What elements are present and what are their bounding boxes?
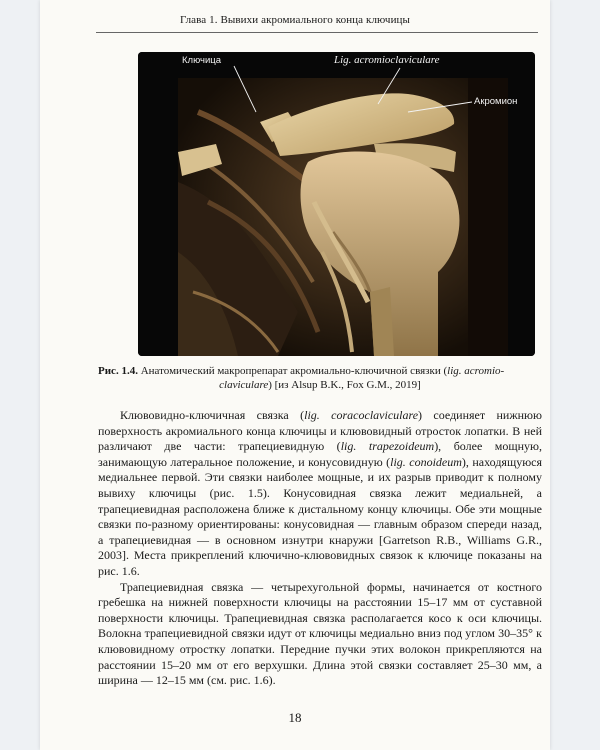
caption-text-a: Анатомический макропрепарат акромиально-ключичной связки ( xyxy=(137,365,448,377)
book-page xyxy=(40,0,550,750)
caption-number: Рис. 1.4. xyxy=(98,365,138,377)
p1-latin: lig. conoideum xyxy=(390,454,462,469)
acromion-label: Акромион xyxy=(474,96,518,107)
caption-text-b: ) [из Alsup B.K., Fox G.M., 2019] xyxy=(268,379,421,391)
anatomy-photo xyxy=(138,52,535,356)
p1-seg: ) соединяет нижнюю поверхность акромиального конца ключицы и клювовидный отросток лопатки. В ней различают две части: трапециевидную ( xyxy=(98,408,542,454)
paragraph-1 xyxy=(98,408,542,580)
running-head: Глава 1. Вывихи акромиального конца ключицы xyxy=(179,14,411,26)
ligament-label: Lig. acromioclaviculare xyxy=(334,54,440,66)
figure-caption xyxy=(98,364,542,392)
body-text xyxy=(98,408,542,689)
p1-seg: ), находящуюся медиальнее первой. Эти связки наиболее мощные, и их разрыв приводит к полному вывиху ключицы (рис. 1.5). Конусовидная связка лежит медиальней, а трапециевидная расположена ближе к дистальному концу ключицы. Обе эти мощные связки по-разному ориентированы: конусовидная — главным образом спереди назад, а трапециевидная — в основном изнутри кнаружи [Garretson R.B., Williams G.R., 2003]. Места прикреплений ключично-клювовидных связок к ключице показаны на рис. 1.6. xyxy=(98,454,542,578)
clavicle-label: Ключица xyxy=(182,55,221,66)
caption-latin-b: claviculare xyxy=(219,379,269,391)
p1-seg: Клювовидно-ключичная связка ( xyxy=(120,408,305,422)
p1-latin: lig. trapezoideum xyxy=(340,439,435,454)
p1-latin: lig. coracoclaviculare xyxy=(304,408,419,422)
paragraph-2: Трапециевидная связка — четырехугольной формы, начинается от костного гребешка на нижней поверхности ключицы на расстоянии 15–17 мм от суставной поверхности ключицы. Трапециевидная связка располагается косо к оси ключицы. Волокна трапециевидной связки идут от ключицы медиально вниз под углом 30–35° к клювовидному отростку лопатки. Передние пучки этих волокон прикрепляются на расстоянии 15–20 мм от его верхушки. Длина этой связки составляет 25–30 мм, а ширина — 12–15 мм (см. рис. 1.6). xyxy=(98,579,542,688)
p1-seg: ), более мощную, занимающую латеральное положение, и конусовидную ( xyxy=(98,439,543,469)
header-rule xyxy=(96,32,538,33)
page-number: 18 xyxy=(288,710,302,725)
caption-latin-a: lig. acromio- xyxy=(447,365,505,377)
